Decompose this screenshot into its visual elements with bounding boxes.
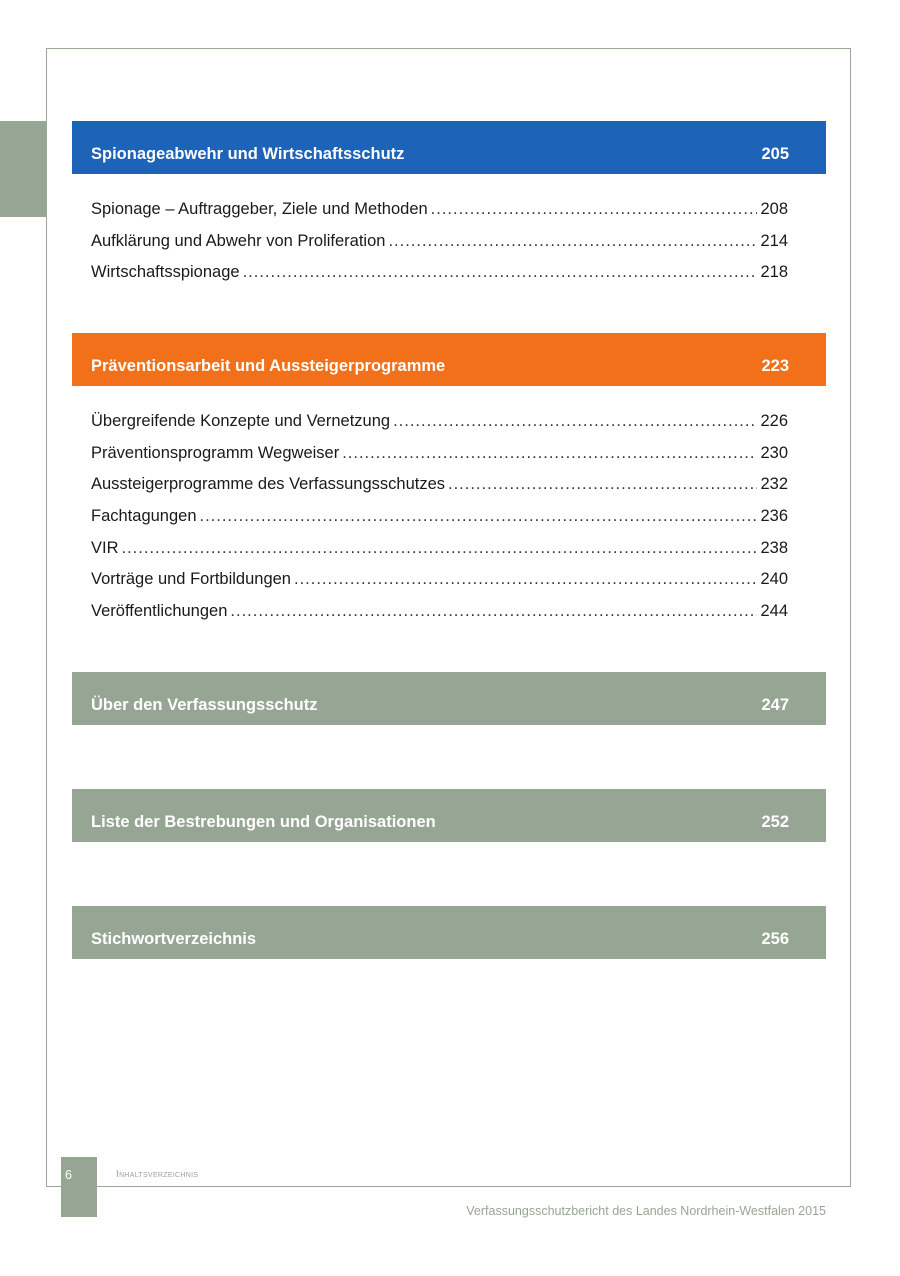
entry-list [72,406,826,628]
toc-entry[interactable] [72,257,826,289]
section-title: Über den Verfassungsschutz [91,696,318,714]
dot-leader [388,226,757,258]
toc-entry[interactable] [72,501,826,533]
toc-entry[interactable] [72,469,826,501]
side-tab-marker [0,121,46,217]
toc-section-spionageabwehr [72,121,826,289]
section-page: 247 [761,696,789,714]
section-title: Präventionsarbeit und Aussteigerprogramme [91,357,446,375]
dot-leader [294,564,757,596]
toc-entry[interactable] [72,438,826,470]
dot-leader [200,501,758,533]
running-section-label: Inhaltsverzeichnis [116,1169,199,1180]
publication-title: Verfassungsschutzbericht des Landes Nordrhein-Westfalen 2015 [466,1204,826,1218]
entry-page: 218 [760,263,788,282]
section-page: 256 [761,930,789,948]
entry-label: VIR [91,538,119,557]
section-page: 223 [761,357,789,375]
toc-entry[interactable] [72,596,826,628]
entry-label: Spionage – Auftraggeber, Ziele und Methoden [91,200,428,218]
page-number: 6 [65,1168,72,1182]
entry-label: Aussteigerprogramme des Verfassungsschutzes [91,475,446,494]
entry-label: Vorträge und Fortbildungen [91,570,291,589]
dot-leader [431,194,758,226]
dot-leader [230,596,757,628]
entry-page: 240 [760,570,788,589]
toc-entry[interactable] [72,226,826,258]
entry-page: 236 [760,507,788,526]
entry-page: 232 [760,475,788,494]
toc-entry[interactable] [72,406,826,438]
section-title: Stichwortverzeichnis [91,930,257,948]
section-title: Spionageabwehr und Wirtschaftsschutz [91,145,405,163]
entry-list [72,194,826,289]
toc-section-praevention [72,333,826,628]
entry-page: 238 [760,538,788,557]
entry-label: Präventionsprogramm Wegweiser [91,443,340,462]
dot-leader [243,257,758,289]
toc-section-ueber [72,672,826,725]
page-number-tab [61,1157,97,1217]
entry-page: 208 [760,200,788,218]
entry-label: Wirtschaftsspionage [91,263,240,282]
dot-leader [448,469,757,501]
toc-entry[interactable] [72,564,826,596]
entry-page: 226 [760,412,788,430]
toc-entry[interactable] [72,194,826,226]
dot-leader [342,438,757,470]
entry-label: Übergreifende Konzepte und Vernetzung [91,412,391,430]
section-page: 252 [761,813,789,831]
section-header[interactable] [72,672,826,725]
toc-entry[interactable] [72,533,826,565]
entry-label: Fachtagungen [91,507,197,526]
entry-label: Veröffentlichungen [91,602,228,621]
entry-page: 230 [760,443,788,462]
entry-label: Aufklärung und Abwehr von Proliferation [91,231,386,250]
section-header[interactable] [72,906,826,959]
entry-page: 214 [760,231,788,250]
section-header[interactable] [72,333,826,386]
dot-leader [393,406,757,438]
toc-section-liste [72,789,826,842]
section-title: Liste der Bestrebungen und Organisationen [91,813,436,831]
section-header[interactable] [72,789,826,842]
section-header[interactable] [72,121,826,174]
toc-section-stichwort [72,906,826,959]
dot-leader [122,533,758,565]
section-page: 205 [761,145,789,163]
entry-page: 244 [760,602,788,621]
